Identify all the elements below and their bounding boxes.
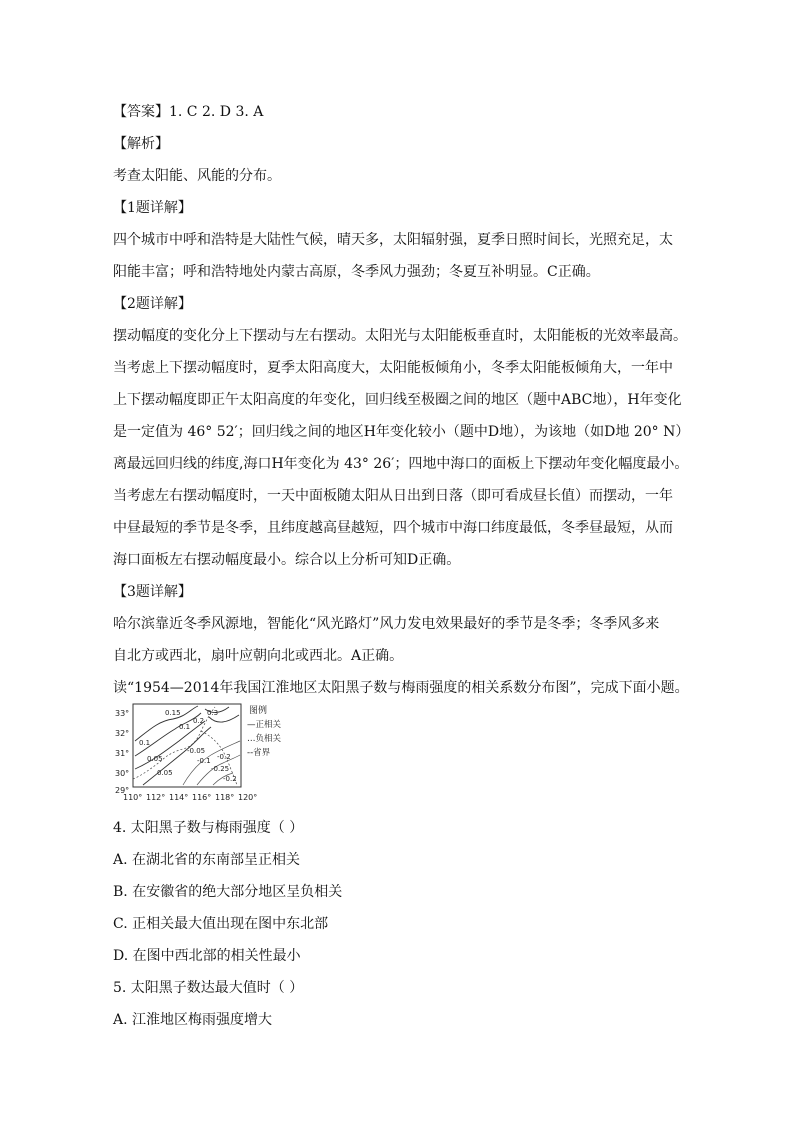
q2-text: 当考虑左右摆动幅度时，一天中面板随太阳从日出到日落（即可看成昼长值）而摆动，一年 [113, 488, 673, 504]
contour-label: -0.1 [197, 757, 211, 765]
contour-label: 0.3 [207, 709, 219, 717]
lat-label: 31° [115, 749, 130, 758]
question-4: 4. 太阳黑子数与梅雨强度（ ） [113, 820, 304, 836]
legend-item-negative: …负相关 [247, 734, 282, 744]
contour-label: 0.1 [179, 723, 191, 731]
option-4a: A. 在湖北省的东南部呈正相关 [113, 852, 301, 868]
lon-label: 120° [238, 793, 258, 802]
q3-text: 自北方或西北，扇叶应朝向北或西北。A正确。 [113, 648, 404, 664]
option-4d: D. 在图中西北部的相关性最小 [113, 948, 301, 964]
question-5: 5. 太阳黑子数达最大值时（ ） [113, 980, 304, 996]
q2-text: 离最远回归线的纬度,海口H年变化为 43° 26′；四地中海口的面板上下摆动年变化幅度最小。 [113, 456, 689, 472]
q2-heading: 【2题详解】 [113, 296, 192, 312]
correlation-map [113, 701, 295, 802]
contour-label: -0.2 [217, 753, 231, 761]
q2-text: 上下摆动幅度即正午太阳高度的年变化，回归线至极圈之间的地区（题中ABC地），H年变化 [113, 392, 682, 408]
positive-contours [135, 706, 239, 785]
contour-label: -0.25 [211, 765, 230, 773]
q1-text: 阳能丰富；呼和浩特地处内蒙古高原，冬季风力强劲；冬夏互补明显。C正确。 [113, 264, 600, 280]
option-4c: C. 正相关最大值出现在图中东北部 [113, 916, 329, 932]
lat-label: 33° [115, 709, 130, 718]
legend-item-positive: —正相关 [247, 720, 282, 730]
q2-text: 海口面板左右摆动幅度最小。综合以上分析可知D正确。 [113, 552, 461, 568]
option-4b: B. 在安徽省的绝大部分地区呈负相关 [113, 884, 343, 900]
contour-label: 0.05 [157, 769, 173, 777]
contour-label: -0.05 [187, 747, 206, 755]
q2-text: 当考虑上下摆动幅度时，夏季太阳高度大，太阳能板倾角小，冬季太阳能板倾角大，一年中 [113, 360, 673, 376]
q1-heading: 【1题详解】 [113, 200, 192, 216]
legend-item-border: --省界 [247, 748, 271, 758]
lon-label: 118° [215, 793, 235, 802]
analysis-heading: 【解析】 [113, 136, 169, 152]
q3-text: 哈尔滨靠近冬季风源地，智能化“风光路灯”风力发电效果最好的季节是冬季；冬季风多来 [113, 616, 660, 632]
contour-label: 0.1 [139, 739, 151, 747]
lat-label: 29° [115, 786, 130, 795]
lon-label: 114° [169, 793, 189, 802]
lat-label: 32° [115, 729, 130, 738]
lat-label: 30° [115, 769, 130, 778]
contour-label: 0.15 [165, 709, 181, 717]
option-5a: A. 江淮地区梅雨强度增大 [113, 1012, 273, 1028]
contour-label: -0.2 [223, 775, 237, 783]
answer-line: 【答案】1. C 2. D 3. A [113, 104, 264, 120]
analysis-text: 考查太阳能、风能的分布。 [113, 168, 281, 184]
lon-label: 112° [146, 793, 166, 802]
q3-heading: 【3题详解】 [113, 584, 192, 600]
q2-text: 是一定值为 46° 52′；回归线之间的地区H年变化较小（题中D地），为该地（如D地 20° N） [113, 424, 690, 440]
contour-label: 0.05 [147, 755, 163, 763]
contour-label: 0.2 [193, 717, 205, 725]
q2-text: 摆动幅度的变化分上下摆动与左右摆动。太阳光与太阳能板垂直时，太阳能板的光效率最高。 [113, 328, 687, 344]
q2-text: 中昼最短的季节是冬季，且纬度越高昼越短，四个城市中海口纬度最低，冬季昼最短，从而 [113, 520, 673, 536]
map-legend [247, 704, 282, 758]
reading-prompt: 读“1954—2014年我国江淮地区太阳黑子数与梅雨强度的相关系数分布图”，完成下面小题。 [113, 680, 689, 696]
lon-label: 110° [123, 793, 143, 802]
q1-text: 四个城市中呼和浩特是大陆性气候，晴天多，太阳辐射强，夏季日照时间长，光照充足，太 [113, 232, 673, 248]
legend-title: 图例 [249, 706, 268, 716]
lon-label: 116° [192, 793, 212, 802]
